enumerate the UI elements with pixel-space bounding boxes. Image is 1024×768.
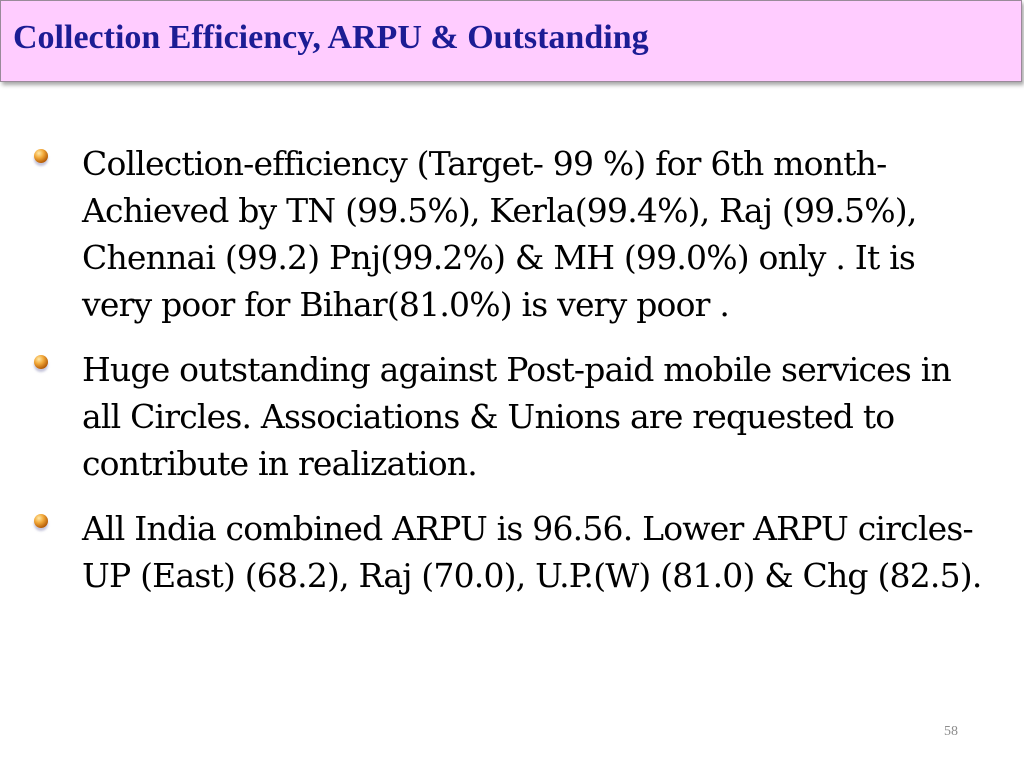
bullet-text: Collection-efficiency (Target- 99 %) for 6th month- Achieved by TN (99.5%), Kerla(99.4%), Raj (99.5%), Chennai (99.2) Pnj(99.2%) & MH (99.0%) only . It is very poor for Bihar(81.0%) is very poor . <box>82 144 917 324</box>
bullet-icon <box>34 355 48 369</box>
bullet-item <box>0 346 1024 487</box>
bullet-text: Huge outstanding against Post-paid mobile services in all Circles. Associations & Unions are requested to contribute in realization. <box>82 350 951 483</box>
slide-title: Collection Efficiency, ARPU & Outstanding <box>13 19 649 56</box>
slide-number: 58 <box>944 724 958 739</box>
title-bar <box>0 0 1022 82</box>
bullet-icon <box>34 149 48 163</box>
bullet-icon <box>34 514 48 528</box>
bullet-item <box>0 140 1024 328</box>
bullet-item <box>0 505 1024 599</box>
bullet-text: All India combined ARPU is 96.56. Lower ARPU circles- UP (East) (68.2), Raj (70.0), U.P.(W) (81.0) & Chg (82.5). <box>82 509 982 595</box>
bullet-list <box>0 140 1024 617</box>
